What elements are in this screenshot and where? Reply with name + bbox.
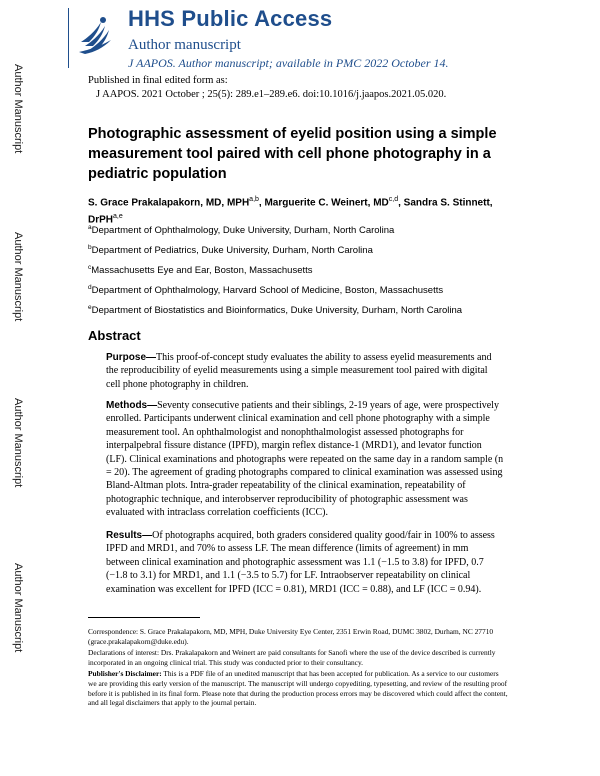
affiliation-text: Department of Ophthalmology, Duke University, Durham, North Carolina: [91, 225, 395, 237]
abstract-results: [106, 529, 504, 596]
disclaimer-label: Publisher's Disclaimer:: [88, 669, 162, 678]
methods-label: Methods—: [106, 400, 158, 411]
results-label: Results—: [106, 530, 153, 541]
affiliation-item: [88, 264, 313, 276]
side-label-author-manuscript: Author Manuscript: [12, 232, 24, 322]
published-citation: J AAPOS. 2021 October ; 25(5): 289.e1–289.e6. doi:10.1016/j.jaapos.2021.05.020.: [96, 89, 447, 100]
affiliation-sup: e: [88, 304, 92, 311]
hhs-public-access-title: HHS Public Access: [128, 6, 333, 31]
results-text: Of photographs acquired, both graders considered quality good/fair in 100% to assess IPFD and MRD1, and 70% to assess LF. The mean difference (limits of agreement) in mm between clinical examination and photographic assessment was 1.1 (−1.5 to 3.8) for IPFD, 0.7 (−1.8 to 3.1) for MRD1, and 1.1 (−3.5 to 5.7) for LF. Intraobserver repeatability on clinical examination was excellent for IPFD (ICC = 0.81), MRD1 (ICC = 0.88), and LF (ICC = 0.94).: [106, 530, 495, 595]
affiliation-item: [88, 224, 394, 236]
affiliation-sup: d: [88, 284, 92, 291]
footnote-declarations: Declarations of interest: Drs. Prakalapakorn and Weinert are paid consultants for Sanofi where the use of the device described is currently incorporated in an ongoing clinical trial. This study was conducted prior to their consultancy.: [88, 648, 496, 667]
author-manuscript-subtitle: Author manuscript: [128, 37, 241, 53]
affiliation-item: [88, 284, 443, 296]
abstract-heading: Abstract: [88, 328, 141, 343]
published-label: Published in final edited form as:: [88, 75, 228, 86]
author-affiliation-sup: a,e: [113, 213, 123, 221]
footnote-disclaimer: [88, 669, 508, 708]
author-name: Sandra S. Stinnett, DrPH: [88, 197, 493, 226]
affiliation-text: Department of Biostatistics and Bioinformatics, Duke University, Durham, North Carolina: [91, 305, 463, 317]
article-title: Photographic assessment of eyelid position using a simple measurement tool paired with cell phone photography in a pediatric population: [88, 126, 497, 182]
author-name: S. Grace Prakalapakorn, MD, MPH: [88, 197, 250, 209]
affiliation-item: [88, 244, 373, 256]
footnote-rule: [88, 617, 200, 618]
purpose-label: Purpose—: [106, 352, 157, 363]
abstract-methods: [106, 399, 504, 520]
affiliation-item: [88, 304, 462, 316]
disclaimer-text: This is a PDF file of an unedited manuscript that has been accepted for publication. As a service to our customers we are providing this early version of the manuscript. The manuscript will undergo copyediting, typesetting, and review of the resulting proof before it is published in its final form. Please note that during the production process errors may be discovered which could affect the content, and all legal disclaimers that apply to the journal pertain.: [88, 669, 508, 708]
affiliation-text: Massachusetts Eye and Ear, Boston, Massachusetts: [91, 265, 313, 277]
affiliation-text: Department of Pediatrics, Duke University, Durham, North Carolina: [91, 245, 373, 257]
abstract-purpose: [106, 351, 504, 391]
author-affiliation-sup: a,b: [249, 196, 259, 203]
affiliation-text: Department of Ophthalmology, Harvard School of Medicine, Boston, Massachusetts: [91, 285, 444, 297]
purpose-text: This proof-of-concept study evaluates the ability to assess eyelid measurements and the reproducibility of eyelid measurements using a simple measurement tool paired with digital cell phone photography in children.: [106, 352, 492, 390]
journal-availability-line: J AAPOS. Author manuscript; available in PMC 2022 October 14.: [128, 56, 449, 70]
side-label-author-manuscript: Author Manuscript: [12, 563, 24, 653]
side-label-author-manuscript: Author Manuscript: [12, 398, 24, 488]
footnote-correspondence: Correspondence: S. Grace Prakalapakorn, MD, MPH, Duke University Eye Center, 2351 Erwin Road, DUMC 3802, Durham, NC 27710 (grace.prakalapakorn@duke.edu).: [88, 627, 494, 646]
header-divider: [68, 8, 69, 68]
author-name: Marguerite C. Weinert, MD: [264, 197, 389, 209]
side-label-author-manuscript: Author Manuscript: [12, 64, 24, 154]
author-list: S. Grace Prakalapakorn, MD, MPH$^{a,b}$, Marguerite C. Weinert, MD$^{c,d}$, Sandra S. Stinnett, DrPH$^{a,e}$: [88, 196, 493, 226]
affiliation-sup: a: [88, 224, 92, 231]
hhs-eagle-logo-icon: [77, 12, 113, 58]
affiliation-sup: c: [88, 264, 92, 271]
methods-text: Seventy consecutive patients and their siblings, 2-19 years of age, were prospectively enrolled. Participants underwent clinical examination and cell phone photography with a simple measurement tool. An ophthalmologist and nonophthalmologist assessed photographs for interpalpebral fissure distance (IPFD), margin reflex distance-1 (MRD1), and levator function (LF). Clinical examinations and photographs were repeated on the same day in a random sample (n = 20). The agreement of grading photographs compared to clinical examination was assessed using Bland-Altman plots. Intra-grader repeatability of the clinical examination, repeatability of photographic technique, and interobserver reproducibility of photographic assessment was evaluated with intraclass correlation coefficients (ICC).: [106, 400, 504, 519]
affiliation-sup: b: [88, 244, 92, 251]
author-affiliation-sup: c,d: [388, 196, 399, 203]
